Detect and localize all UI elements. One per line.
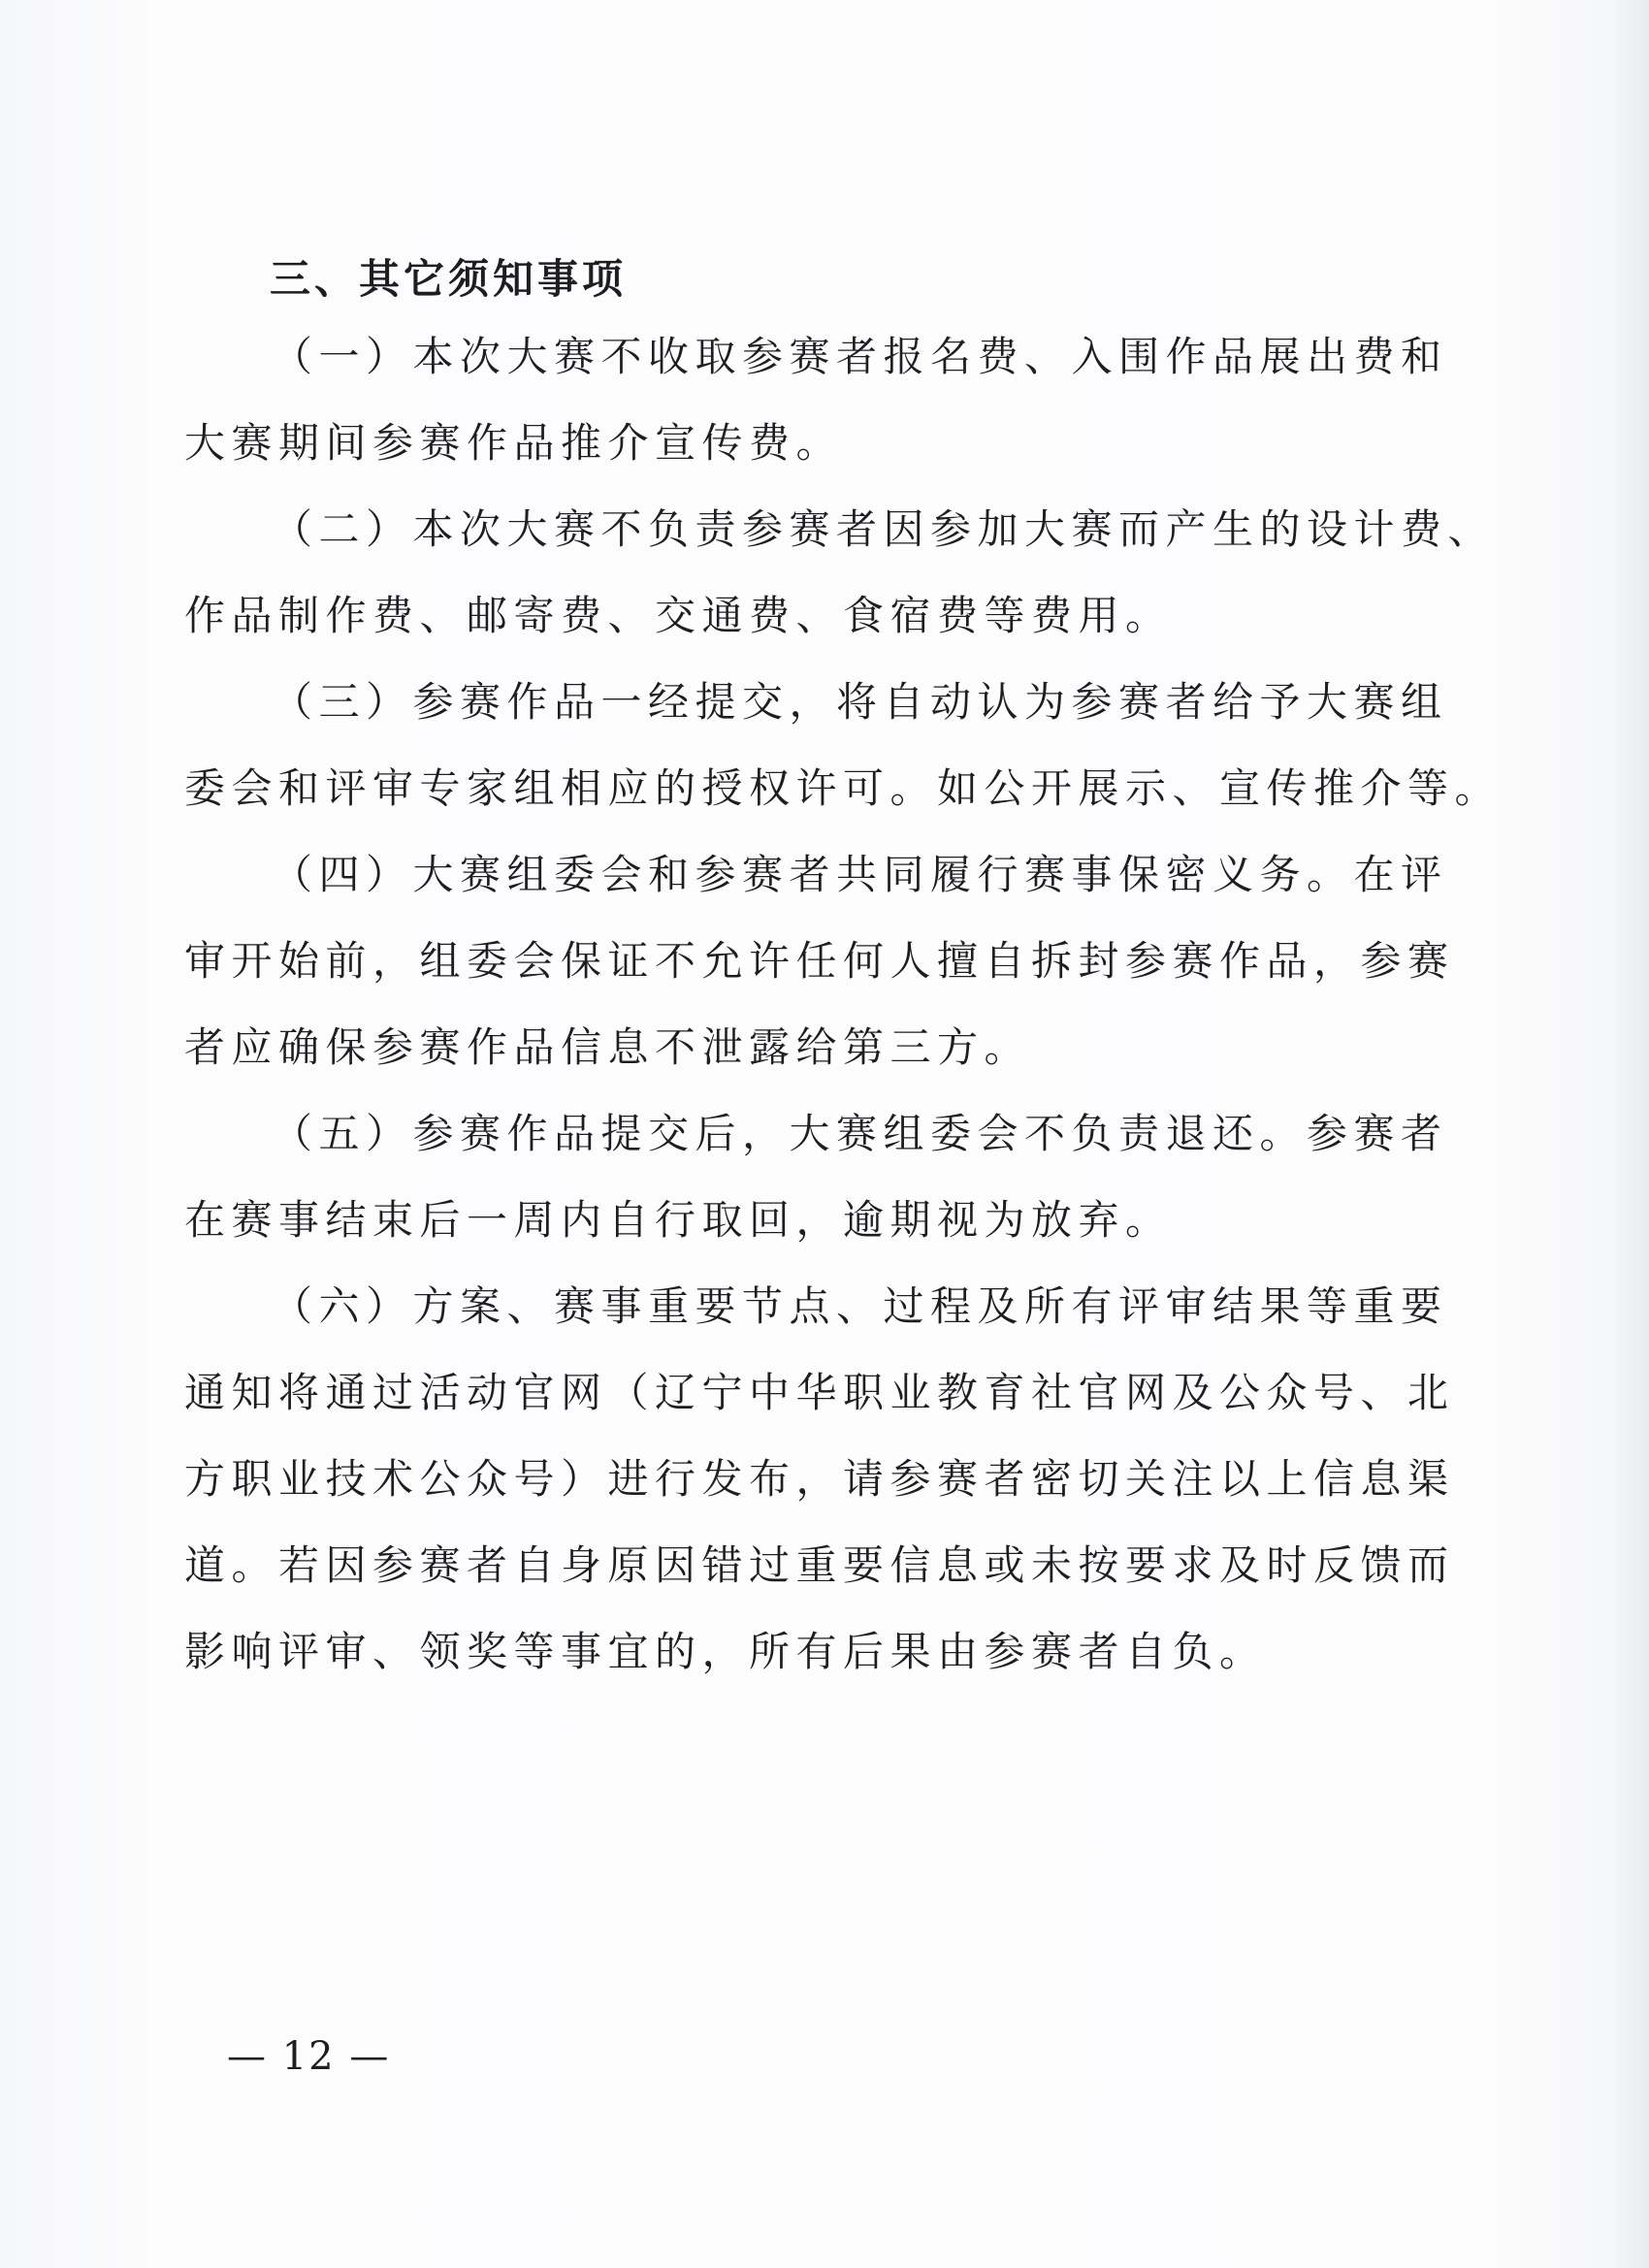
body-line: 审开始前，组委会保证不允许任何人擅自拆封参赛作品，参赛 [184, 937, 1455, 985]
scan-edge-shadow [1610, 0, 1649, 2268]
body-line: 委会和评审专家组相应的授权许可。如公开展示、宣传推介等。 [184, 764, 1503, 812]
body-line: 影响评审、领奖等事宜的，所有后果由参赛者自负。 [184, 1628, 1267, 1675]
body-line: （二）本次大赛不负责参赛者因参加大赛而产生的设计费、 [272, 505, 1496, 553]
body-line: 者应确保参赛作品信息不泄露给第三方。 [184, 1023, 1032, 1071]
body-line: 大赛期间参赛作品推介宣传费。 [184, 419, 844, 467]
body-line: 在赛事结束后一周内自行取回，逾期视为放弃。 [184, 1196, 1173, 1244]
body-line: （六）方案、赛事重要节点、过程及所有评审结果等重要 [272, 1282, 1448, 1330]
body-line: （五）参赛作品提交后，大赛组委会不负责退还。参赛者 [272, 1110, 1448, 1157]
section-heading: 三、其它须知事项 [270, 255, 628, 303]
page-number: — 12 — [227, 2034, 391, 2079]
body-line: 方职业技术公众号）进行发布，请参赛者密切关注以上信息渠 [184, 1455, 1455, 1503]
body-line: （一）本次大赛不收取参赛者报名费、入围作品展出费和 [272, 333, 1448, 380]
body-line: （三）参赛作品一经提交，将自动认为参赛者给予大赛组 [272, 678, 1448, 726]
body-line: （四）大赛组委会和参赛者共同履行赛事保密义务。在评 [272, 851, 1448, 898]
body-line: 作品制作费、邮寄费、交通费、食宿费等费用。 [184, 592, 1173, 639]
body-line: 道。若因参赛者自身原因错过重要信息或未按要求及时反馈而 [184, 1541, 1455, 1589]
body-line: 通知将通过活动官网（辽宁中华职业教育社官网及公众号、北 [184, 1369, 1455, 1416]
